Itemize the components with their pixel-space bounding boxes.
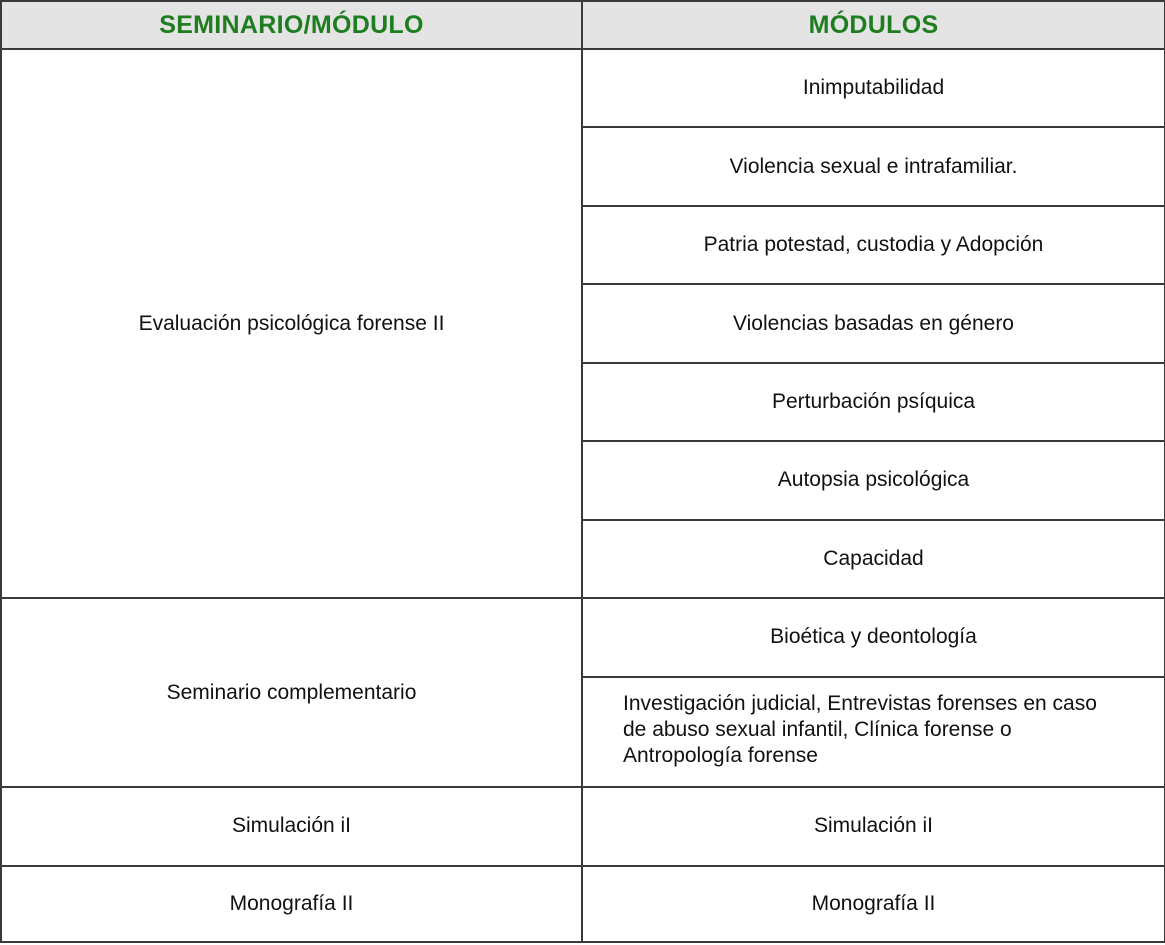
modulo-cell: Inimputabilidad: [582, 49, 1165, 127]
modulo-cell: Autopsia psicológica: [582, 441, 1165, 519]
seminario-cell-evaluacion: Evaluación psicológica forense II: [1, 49, 582, 598]
modulo-cell: Patria potestad, custodia y Adopción: [582, 206, 1165, 284]
header-row: [1, 1, 1165, 49]
seminario-cell-monografia: Monografía II: [1, 866, 582, 942]
modulo-cell: Simulación iI: [582, 787, 1165, 865]
table-row: [1, 866, 1165, 942]
modulo-cell: Capacidad: [582, 520, 1165, 598]
table-row: [1, 49, 1165, 127]
modulo-cell-multiline: Investigación judicial, Entrevistas forenses en caso de abuso sexual infantil, Clínica forense o Antropología forense: [582, 677, 1165, 788]
seminario-cell-complementario: Seminario complementario: [1, 598, 582, 787]
table-row: [1, 787, 1165, 865]
seminario-cell-simulacion: Simulación iI: [1, 787, 582, 865]
header-modulos: MÓDULOS: [582, 1, 1165, 49]
modulo-cell: Violencias basadas en género: [582, 284, 1165, 362]
modulo-cell: Violencia sexual e intrafamiliar.: [582, 127, 1165, 205]
modulo-cell: Monografía II: [582, 866, 1165, 942]
modulo-cell: Perturbación psíquica: [582, 363, 1165, 441]
header-seminario: SEMINARIO/MÓDULO: [1, 1, 582, 49]
table-row: [1, 598, 1165, 676]
modulo-cell: Bioética y deontología: [582, 598, 1165, 676]
